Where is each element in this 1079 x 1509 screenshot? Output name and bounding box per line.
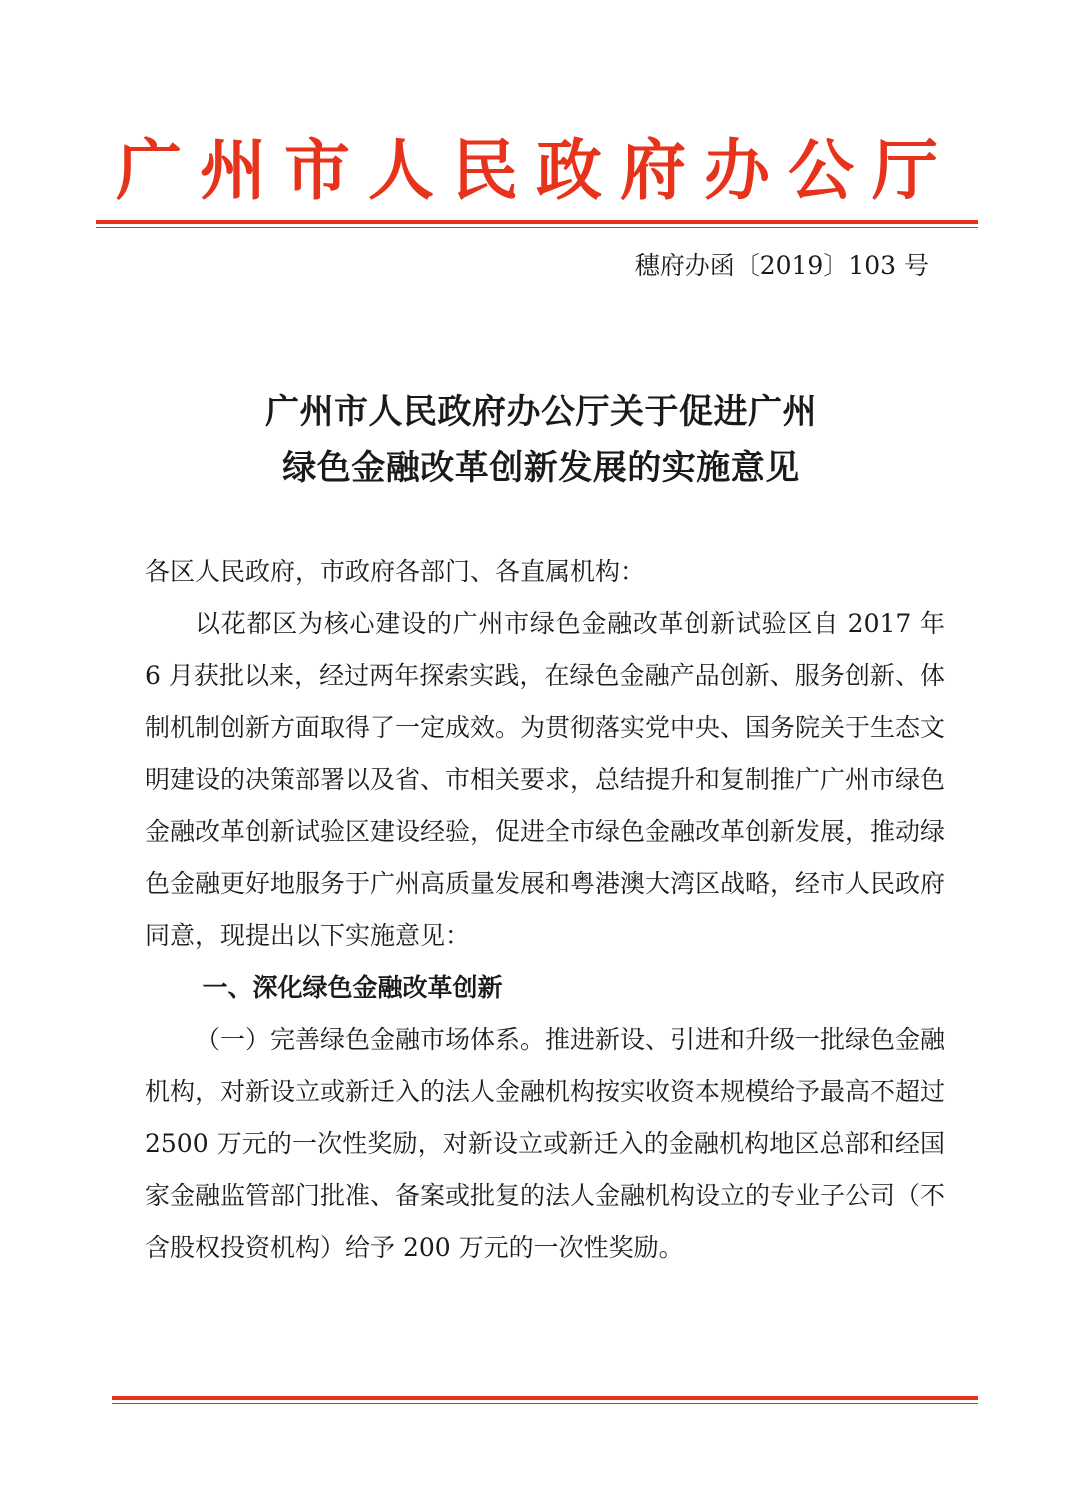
footer-rule-thick bbox=[112, 1396, 978, 1400]
section-paragraph: （一）完善绿色金融市场体系。推进新设、引进和升级一批绿色金融机构，对新设立或新迁入的法人金融机构按实收资本规模给予最高不超过 2500 万元的一次性奖励，对新设立或新迁入的金融机构地区总部和经国家金融监管部门批准、备案或批复的法人金融机构设立的专业子公司（不含股权投资机构）给予 200 万元的一次性奖励。 bbox=[145, 1025, 946, 1262]
title-line-2: 绿色金融改革创新发展的实施意见 bbox=[282, 448, 800, 488]
issuing-organization-header: 广州市人民政府办公厅 bbox=[116, 131, 956, 209]
header-red-rule bbox=[96, 220, 978, 228]
title-line-1: 广州市人民政府办公厅关于促进广州 bbox=[265, 392, 817, 432]
footer-red-rule bbox=[112, 1396, 978, 1404]
intro-paragraph: 以花都区为核心建设的广州市绿色金融改革创新试验区自 2017 年 6 月获批以来，经过两年探索实践，在绿色金融产品创新、服务创新、体制机制创新方面取得了一定成效。为贯彻落实党中央、国务院关于生态文明建设的决策部署以及省、市相关要求，总结提升和复制推广广州市绿色金融改革创新试验区建设经验，促进全市绿色金融改革创新发展，推动绿色金融更好地服务于广州高质量发展和粤港澳大湾区战略，经市人民政府同意，现提出以下实施意见： bbox=[145, 609, 946, 950]
footer-rule-thin bbox=[112, 1403, 978, 1404]
document-title bbox=[96, 384, 986, 496]
salutation: 各区人民政府，市政府各部门、各直属机构： bbox=[145, 557, 646, 586]
document-number: 穗府办函〔2019〕103 号 bbox=[634, 251, 929, 280]
header-rule-thin bbox=[96, 227, 978, 228]
document-body bbox=[145, 546, 945, 1274]
section-heading: 一、深化绿色金融改革创新 bbox=[202, 973, 503, 1002]
header-rule-thick bbox=[96, 220, 978, 224]
